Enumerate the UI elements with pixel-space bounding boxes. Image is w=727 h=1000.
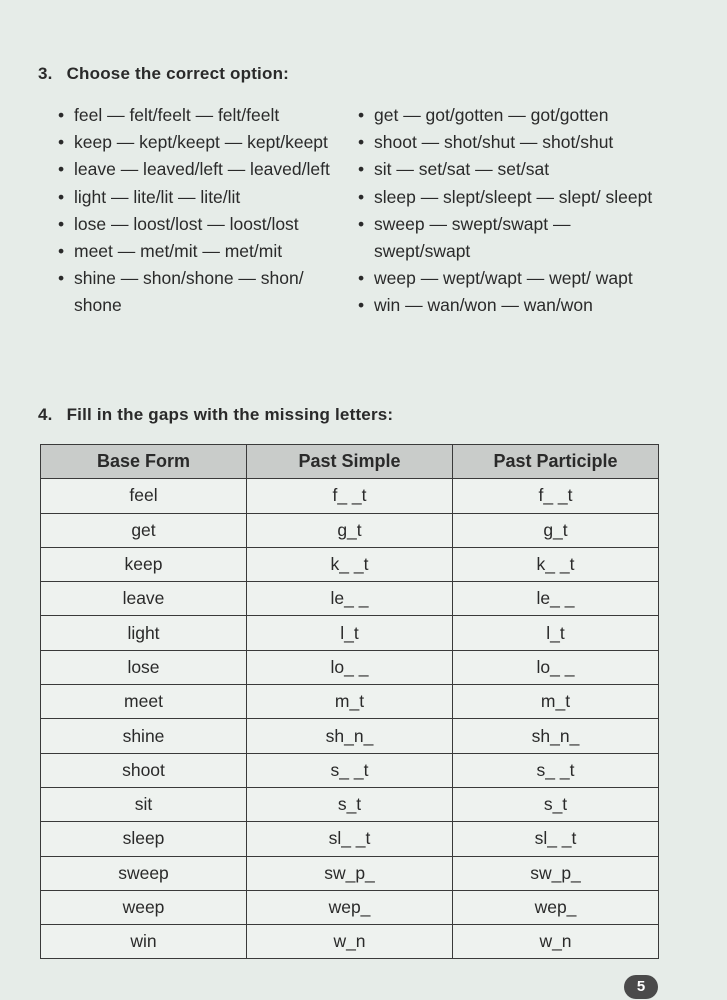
past-participle-cell: f_ _t: [453, 479, 659, 513]
table-row: [41, 650, 659, 684]
past-participle-cell: lo_ _: [453, 650, 659, 684]
past-simple-cell: f_ _t: [247, 479, 453, 513]
base-form-cell: get: [41, 513, 247, 547]
option-item: • win — wan/won — wan/won: [358, 292, 668, 319]
option-item: • get — got/gotten — got/gotten: [358, 102, 668, 129]
past-simple-cell: wep_: [247, 890, 453, 924]
section-4-title: Fill in the gaps with the missing letters:: [66, 405, 394, 424]
base-form-cell: keep: [41, 547, 247, 581]
past-participle-cell: sl_ _t: [453, 822, 659, 856]
past-participle-cell: s_t: [453, 787, 659, 821]
base-form-cell: sit: [41, 787, 247, 821]
past-participle-cell: w_n: [453, 925, 659, 959]
past-simple-cell: s_ _t: [247, 753, 453, 787]
option-item: • lose — loost/lost — loost/lost: [58, 211, 348, 238]
verb-forms-table: [40, 444, 659, 959]
base-form-cell: sweep: [41, 856, 247, 890]
table-row: [41, 925, 659, 959]
table-header-row: [41, 445, 659, 479]
base-form-cell: shine: [41, 719, 247, 753]
option-item: • sit — set/sat — set/sat: [358, 156, 668, 183]
base-form-cell: leave: [41, 582, 247, 616]
option-item: • light — lite/lit — lite/lit: [58, 184, 348, 211]
past-participle-cell: s_ _t: [453, 753, 659, 787]
past-participle-cell: sw_p_: [453, 856, 659, 890]
base-form-cell: feel: [41, 479, 247, 513]
section-3-title: Choose the correct option:: [66, 64, 290, 83]
section-3-number: 3.: [38, 64, 53, 83]
past-participle-cell: g_t: [453, 513, 659, 547]
past-simple-cell: s_t: [247, 787, 453, 821]
table-row: [41, 547, 659, 581]
table-row: [41, 890, 659, 924]
base-form-cell: light: [41, 616, 247, 650]
header-base-form: Base Form: [41, 445, 247, 479]
past-participle-cell: sh_n_: [453, 719, 659, 753]
option-item: • shine — shon/shone — shon/ shone: [58, 265, 348, 319]
section-3-heading: [38, 64, 289, 84]
past-simple-cell: m_t: [247, 685, 453, 719]
table-row: [41, 719, 659, 753]
base-form-cell: shoot: [41, 753, 247, 787]
table-row: [41, 822, 659, 856]
header-past-simple: Past Simple: [247, 445, 453, 479]
past-participle-cell: k_ _t: [453, 547, 659, 581]
table-row: [41, 616, 659, 650]
past-simple-cell: sw_p_: [247, 856, 453, 890]
options-list-right: [358, 102, 668, 320]
base-form-cell: meet: [41, 685, 247, 719]
table-row: [41, 856, 659, 890]
past-simple-cell: k_ _t: [247, 547, 453, 581]
past-simple-cell: w_n: [247, 925, 453, 959]
past-participle-cell: m_t: [453, 685, 659, 719]
options-list-left: [58, 102, 348, 320]
table-row: [41, 582, 659, 616]
section-4-heading: [38, 405, 393, 425]
past-simple-cell: sl_ _t: [247, 822, 453, 856]
table-row: [41, 513, 659, 547]
option-item: • sleep — slept/sleept — slept/ sleept: [358, 184, 668, 211]
page-number: 5: [624, 975, 658, 999]
header-past-participle: Past Participle: [453, 445, 659, 479]
base-form-cell: lose: [41, 650, 247, 684]
option-item: • weep — wept/wapt — wept/ wapt: [358, 265, 668, 292]
option-item: • feel — felt/feelt — felt/feelt: [58, 102, 348, 129]
option-item: • keep — kept/keept — kept/keept: [58, 129, 348, 156]
option-item: • meet — met/mit — met/mit: [58, 238, 348, 265]
past-participle-cell: le_ _: [453, 582, 659, 616]
table-row: [41, 685, 659, 719]
past-simple-cell: lo_ _: [247, 650, 453, 684]
section-4-number: 4.: [38, 405, 53, 424]
option-item: • leave — leaved/left — leaved/left: [58, 156, 348, 183]
base-form-cell: win: [41, 925, 247, 959]
table-row: [41, 753, 659, 787]
past-simple-cell: sh_n_: [247, 719, 453, 753]
table-row: [41, 479, 659, 513]
base-form-cell: sleep: [41, 822, 247, 856]
option-item: • sweep — swept/swapt — swept/swapt: [358, 211, 668, 265]
past-participle-cell: l_t: [453, 616, 659, 650]
past-participle-cell: wep_: [453, 890, 659, 924]
option-item: • shoot — shot/shut — shot/shut: [358, 129, 668, 156]
past-simple-cell: l_t: [247, 616, 453, 650]
base-form-cell: weep: [41, 890, 247, 924]
table-row: [41, 787, 659, 821]
past-simple-cell: le_ _: [247, 582, 453, 616]
past-simple-cell: g_t: [247, 513, 453, 547]
